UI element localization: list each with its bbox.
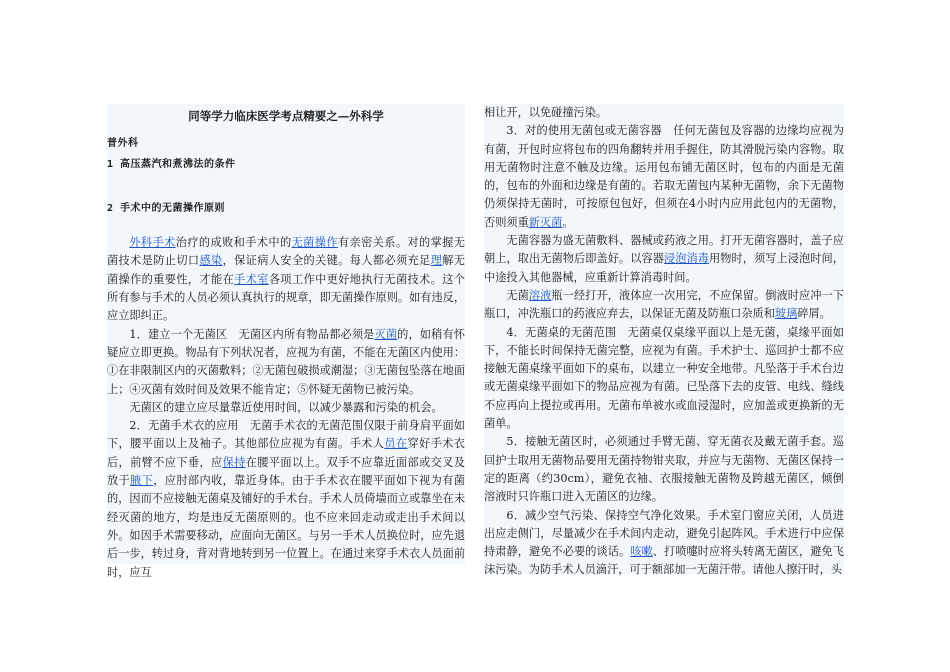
- paragraph-continued: [484, 104, 844, 122]
- text-link[interactable]: 无菌操作: [291, 236, 338, 250]
- text-run: 的，如稍有怀疑应立即更换。物品有下列状况者，应视为有菌，不能在无菌区内使用：①在非限制区内的灭菌敷料；②无菌包破损或潮湿；③无菌包坠落在地面上；④灭菌有效时间及效果不能肯定；⑤怀疑无菌物已被污染。: [107, 327, 466, 396]
- text-run: ，应肘部内收，靠近身体。由于手术衣在腰平面如下视为有菌的，因而不应接触无菌桌及铺好的手术台。手术人员倚墙而立或靠坐在未经灭菌的地方，均是违反无菌原则的。也不应来回走动或走出手术间以外。如因手术需要移动，应面向无菌区。与另一手术人员换位时，应先退后一步，转过身，背对背地转到另一位置上。在通过来穿手术衣人员面前时，应互: [107, 474, 466, 579]
- page-title: 同等学力临床医学考点精要之—外科学: [188, 109, 384, 123]
- section-heading: 普外科: [107, 138, 139, 150]
- text-link[interactable]: 玻璃: [774, 307, 798, 321]
- text-run: 各项工作中更好地执行无菌技术。这个所有参与手术的人员必须认真执行的规章，即无菌操作原则。如有违反，应立即纠正。: [107, 272, 466, 323]
- subheading-1: 1 高压蒸汽和煮沸法的条件: [107, 158, 236, 170]
- paragraph-item-3-container: [484, 232, 844, 287]
- text-run: 无菌容器为盛无菌敷料、器械或药液之用。打开无菌容器时，盖子应朝上，取出无菌物后即盖好。以容器: [484, 234, 844, 266]
- text-link[interactable]: 浸泡消毒: [664, 252, 710, 266]
- text-run: 用物时，须写上浸泡时间，中途投入其他器械，应重新计算消毒时间。: [484, 252, 844, 284]
- paragraph-item-1: [107, 326, 465, 399]
- text-run: 4．无菌桌的无菌范围 无菌桌仅桌缘平面以上是无菌，桌缘平面如下，不能长时间保持无菌完整，应视为有菌。手术护士、巡回护士都不应接触无菌桌缘平面如下的桌布，以建立一种安全地带。凡坠落于手术台边或无菌桌缘平面如下的物品应视为有菌。已坠落下去的皮管、电线、缝线不应再向上提拉或再用。无菌布单被水或血浸湿时，应加盖或更换新的无菌单。: [484, 325, 844, 431]
- text-link[interactable]: 员在: [384, 437, 408, 451]
- left-column: [107, 104, 466, 579]
- text-run: 2．无菌手术衣的应用 无菌手术衣的无菌范围仅限于前身肩平面如下，腰平面以上及袖子。其他部位应视为有菌。手术人: [107, 419, 465, 451]
- text-link[interactable]: 手术室: [234, 272, 269, 286]
- text-run: 解无菌操作的重要性，才能在: [107, 254, 465, 286]
- text-link[interactable]: 外科手术: [129, 236, 176, 250]
- text-run: 碎屑。: [797, 307, 831, 321]
- text-run: 6．减少空气污染、保持空气净化效果。手术室门窗应关闭，人员进出应走侧门，尽量减少在手术间内走动，避免引起阵风。手术进行中应保持肃静，避免不必要的谈话。: [484, 508, 844, 559]
- text-run: 。: [562, 215, 574, 229]
- text-link[interactable]: 咳嗽: [630, 545, 653, 559]
- text-link[interactable]: 理: [430, 254, 443, 268]
- text-link[interactable]: 腋下: [130, 474, 154, 488]
- paragraph-item-6: [484, 507, 844, 580]
- text-run: 瓶一经打开，液体应一次用完，不应保留。倒液时应冲一下瓶口，冲洗瓶口的药液应弃去，以保证无菌及防瓶口杂质和: [484, 288, 844, 321]
- text-link[interactable]: 新灭菌: [528, 215, 563, 229]
- text-link[interactable]: 灭菌: [374, 327, 398, 341]
- text-run: 穿好手术衣后，前臂不应下垂，应: [107, 437, 465, 469]
- paragraph-item-3: [484, 122, 844, 232]
- subheading-2: 2 手术中的无菌操作原则: [107, 202, 226, 214]
- paragraph-item-3-solution: [484, 287, 844, 324]
- text-link[interactable]: 感染: [199, 254, 223, 268]
- text-link[interactable]: 溶液: [528, 288, 552, 302]
- text-run: 无菌区的建立应尽量靠近使用时间，以减少暴露和污染的机会。: [129, 400, 443, 414]
- text-run: 3．对的使用无菌包或无菌容器 任何无菌包及容器的边缘均应视为有菌，开包时应将包布的四角翻转并用手握住，防其滑脱污染内容物。取用无菌物时注意不触及边缘。运用包布铺无菌区时，包布的内面是无菌的，包布的外面和边缘是有菌的。若取无菌包内某种无菌物，余下无菌物仍须保持无菌时，可按原包包好，但须在4小时内应用此包内的无菌物，否则须重: [484, 124, 844, 229]
- paragraph-item-4: [484, 324, 844, 434]
- text-run: 1．建立一个无菌区 无菌区内所有物品都必须是: [129, 327, 375, 341]
- text-link[interactable]: 保持: [222, 455, 246, 469]
- right-column: [484, 104, 844, 577]
- text-run: 在腰平面以上。双手不应靠近面部或交叉及放于: [107, 455, 465, 488]
- paragraph-item-5: [484, 433, 844, 506]
- text-run: 无菌: [506, 288, 529, 302]
- text-run: ，保证病人安全的关键。每人都必须充足: [222, 254, 431, 268]
- text-run: 有亲密关系。对的掌握无菌技术是防止切口: [107, 236, 465, 268]
- text-run: 、打喷嚏时应将头转离无菌区，避免飞沫污染。为防手术人员滴汗，可于额部加一无菌汗带。请他人擦汗时，头: [484, 545, 844, 577]
- text-run: 治疗的成败和手术中的: [175, 236, 292, 250]
- paragraph-item-2: [107, 417, 465, 582]
- paragraph-intro: [107, 234, 465, 325]
- paragraph-item-1-note: [107, 399, 465, 417]
- text-run: 相让开，以免碰撞污染。: [484, 106, 608, 119]
- text-run: 5．接触无菌区时，必须通过手臂无菌、穿无菌衣及戴无菌手套。巡回护士取用无菌物品要用无菌持物钳夹取，并应与无菌物、无菌区保持一定的距离（约30cm），避免衣袖、衣服接触无菌物及跨越无菌区，倾倒溶液时只许瓶口进入无菌区的边缘。: [484, 435, 844, 504]
